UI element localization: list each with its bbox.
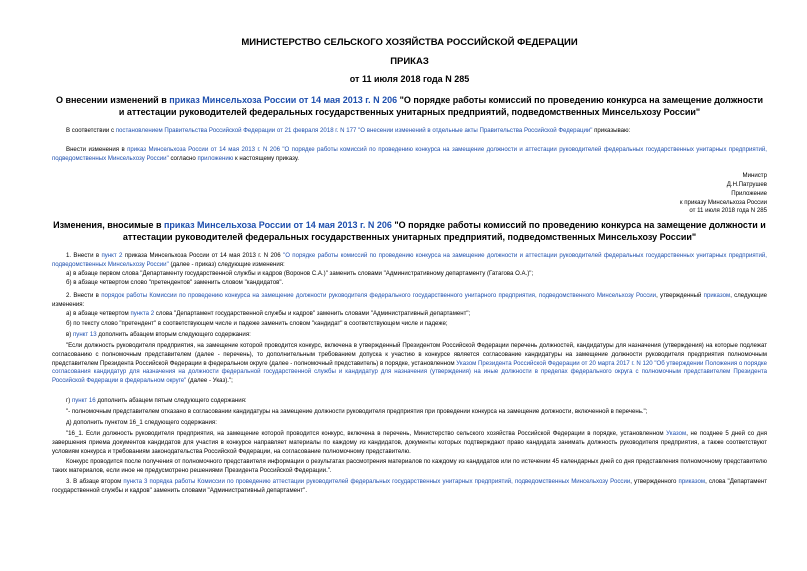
changes-title-link[interactable]: приказ Минсельхоза России от 14 мая 2013 г. N 206 <box>163 220 392 230</box>
order-title-post: "О порядке работы комиссий по проведению конкурса на замещение должности и аттестации руководителей федеральных государственных унитарных предприятий, подведомственных Минсельхозу России" <box>118 95 764 117</box>
item-3 <box>52 478 767 496</box>
quote-2: "- полномочным представителем отказано в согласовании кандидатуры на замещение должности руководителя предприятия при проведении конкурса на замещение должности, включенной в перечень."; <box>66 408 648 415</box>
appendix-reference <box>567 190 767 216</box>
appendix-line-2: к приказу Минсельхоза России <box>679 198 767 206</box>
signature-block <box>567 172 767 189</box>
order-mid: согласно <box>168 154 198 162</box>
item-1 <box>52 252 767 270</box>
order-pre: Внести изменения в <box>66 146 128 153</box>
quote-1-pre: "Если должность руководителя предприятия, на замещение которой проводится конкурс, включена в утвержденный Президентом Российской Федерации перечень должностей, кандидатуры для назначения (утверждения) на которые подлежат согласованию с полномочным представителем (далее - перечень), то дополнительным требованием допуска к участию в конкурсе является согласование кандидатуры на замещение должности руководителя предприятия полномочным представителем Президента Российской Федерации в федеральном округе (далее - полномочный представитель) в порядке, установленном <box>52 342 767 367</box>
ministry-heading: МИНИСТЕРСТВО СЕЛЬСКОГО ХОЗЯЙСТВА РОССИЙСКОЙ ФЕДЕРАЦИИ <box>241 37 578 48</box>
order-title <box>52 94 767 118</box>
item-1b: б) в абзаце четвертом слово "претендентов" заменить словом "кандидатов". <box>66 279 284 286</box>
quote-1-link[interactable]: Указом Президента Российской Федерации от 20 марта 2017 г. N 120 "Об утверждении Положения о порядке согласования кандидатур для назначения на должности федеральной государственной службы и кандидатур для назначения (утверждения) на иные должности в пределах федерального округа с полномочным представителем Президента Российской Федерации в федеральном округе" <box>52 359 767 385</box>
quote-1-post: (далее - Указ)."; <box>186 377 233 385</box>
changes-title <box>52 219 767 243</box>
changes-title-pre: Изменения, вносимые в <box>53 220 164 230</box>
preamble-link[interactable]: постановлением Правительства Российской Федерации от 21 февраля 2018 г. N 177 "О внесении изменений в отдельные акты Правительства Российской Федерации" <box>115 127 593 134</box>
item-2a-post: слова "Департамент государственной службы и кадров" заменить словами "Административный департамент"; <box>154 310 471 317</box>
item-2v-link[interactable]: пункт 13 <box>72 331 97 338</box>
quote-3-link[interactable]: Указом <box>666 430 687 437</box>
item-2g-pre: г) <box>66 397 72 404</box>
order-post: к настоящему приказу. <box>233 154 299 162</box>
preamble-post: приказываю: <box>592 127 631 134</box>
item-2b: б) по тексту слово "претендент" в соответствующем числе и падеже заменить словом "кандидат" в соответствующем числе и падеже; <box>66 320 448 327</box>
item-2a-link[interactable]: пункта 2 <box>130 310 155 317</box>
item-2v <box>52 331 767 340</box>
item-2-post: , утвержденный <box>656 292 704 299</box>
signature-role: Министр <box>742 172 767 179</box>
doc-type-heading: ПРИКАЗ <box>390 56 429 67</box>
signature-name: Д.Н.Патрушев <box>726 180 767 188</box>
quote-3-pre: "16_1. Если должность руководителя предприятия, на замещение которой проводится конкурс, включена в перечень, Министерство сельского хозяйства Российской Федерации в порядке, установленном <box>66 430 667 437</box>
item-1-link-title[interactable]: "О порядке работы комиссий по проведению конкурса на замещение должности и аттестации руководителей федеральных государственных унитарных предприятий, подведомственных Минсельхозу России" <box>52 252 767 268</box>
item-2-link[interactable]: порядок работы Комиссии по проведению конкурса на замещение должности руководителя федерального государственного унитарного предприятия, подведомственного Минсельхозу России <box>101 292 657 299</box>
preamble <box>52 127 767 136</box>
item-3-link-order[interactable]: приказом <box>678 478 706 485</box>
item-2d: д) дополнить пунктом 16_1 следующего содержания: <box>66 419 217 426</box>
quote-1 <box>52 342 767 386</box>
order-link-appendix[interactable]: приложению <box>197 154 234 162</box>
changes-title-post: "О порядке работы комиссий по проведению конкурса на замещение должности и аттестации руководителей федеральных государственных унитарных предприятий, подведомственных Минсельхозу России" <box>122 220 766 242</box>
appendix-line-3: от 11 июля 2018 года N 285 <box>689 207 767 214</box>
item-2g-link[interactable]: пункт 16 <box>71 397 96 404</box>
quote-3 <box>52 430 767 456</box>
item-2 <box>52 292 767 310</box>
item-3-mid: , утвержденного <box>630 478 679 485</box>
item-1-mid: приказа Минсельхоза России от 14 мая 2013 г. N 206 <box>122 252 284 259</box>
item-2-pre: 2. Внести в <box>66 292 102 299</box>
item-2g-post: дополнить абзацем пятым следующего содержания: <box>95 397 247 404</box>
item-3-link[interactable]: пункта 3 порядка работы Комиссии по проведению аттестации руководителей федеральных государственных унитарных предприятий, подведомственных Минсельхозу России <box>123 478 631 485</box>
order-paragraph <box>52 146 767 164</box>
appendix-line-1: Приложение <box>731 190 767 197</box>
item-2-post2: , следующие изменения: <box>52 292 767 308</box>
item-3-post: , слова "Департамент государственной службы и кадров" заменить словами "Административный департамент". <box>52 478 768 494</box>
item-1-link-point[interactable]: пункт 2 <box>101 252 123 259</box>
item-2-link-order[interactable]: приказом <box>703 292 731 299</box>
item-3-pre: 3. В абзаце втором <box>66 478 124 485</box>
order-title-pre: О внесении изменений в <box>55 95 170 105</box>
item-1-pre: 1. Внести в <box>66 252 102 259</box>
item-2a-pre: а) в абзаце четвертом <box>66 310 131 317</box>
quote-4: Конкурс проводится после получения от полномочного представителя информации о результатах рассмотрения материалов по каждому из кандидатов или по истечении 45 календарных дней со дня представления полномочному представителю таких материалов, если иное не предусмотрено решениями Президента Российской Федерации.". <box>52 458 767 474</box>
item-2g <box>52 397 767 406</box>
item-1-post: (далее - приказ) следующие изменения: <box>168 260 285 268</box>
item-2v-pre: в) <box>66 331 73 338</box>
order-title-link[interactable]: приказ Минсельхоза России от 14 мая 2013 г. N 206 <box>169 95 398 105</box>
order-link-decree[interactable]: приказ Минсельхоза России от 14 мая 2013 г. N 206 "О порядке работы комиссий по проведению конкурса на замещение должности и аттестации руководителей федеральных государственных унитарных предприятий, подведомственных Минсельхозу России" <box>52 146 767 162</box>
item-2a <box>52 310 767 319</box>
item-2v-post: дополнить абзацем вторым следующего содержания: <box>96 331 251 338</box>
preamble-pre: В соответствии с <box>66 127 116 134</box>
date-number: от 11 июля 2018 года N 285 <box>349 74 470 84</box>
quote-3-post: , не позднее 5 дней со дня завершения приема документов кандидатов для участия в конкурсе направляет материалы по каждому из кандидатов, документы которых подтверждают право кандидата занимать должность руководителя предприятия, а также соответствуют условиям конкурса и требованиям законодательства Российской Федерации, на согласование полномочному представителю. <box>52 430 767 455</box>
item-1a: а) в абзаце первом слова "Департаменту государственной службы и кадров (Воронов С.А.)" заменить словами "Административному департаменту (Гатагова О.А.)"; <box>66 270 534 277</box>
